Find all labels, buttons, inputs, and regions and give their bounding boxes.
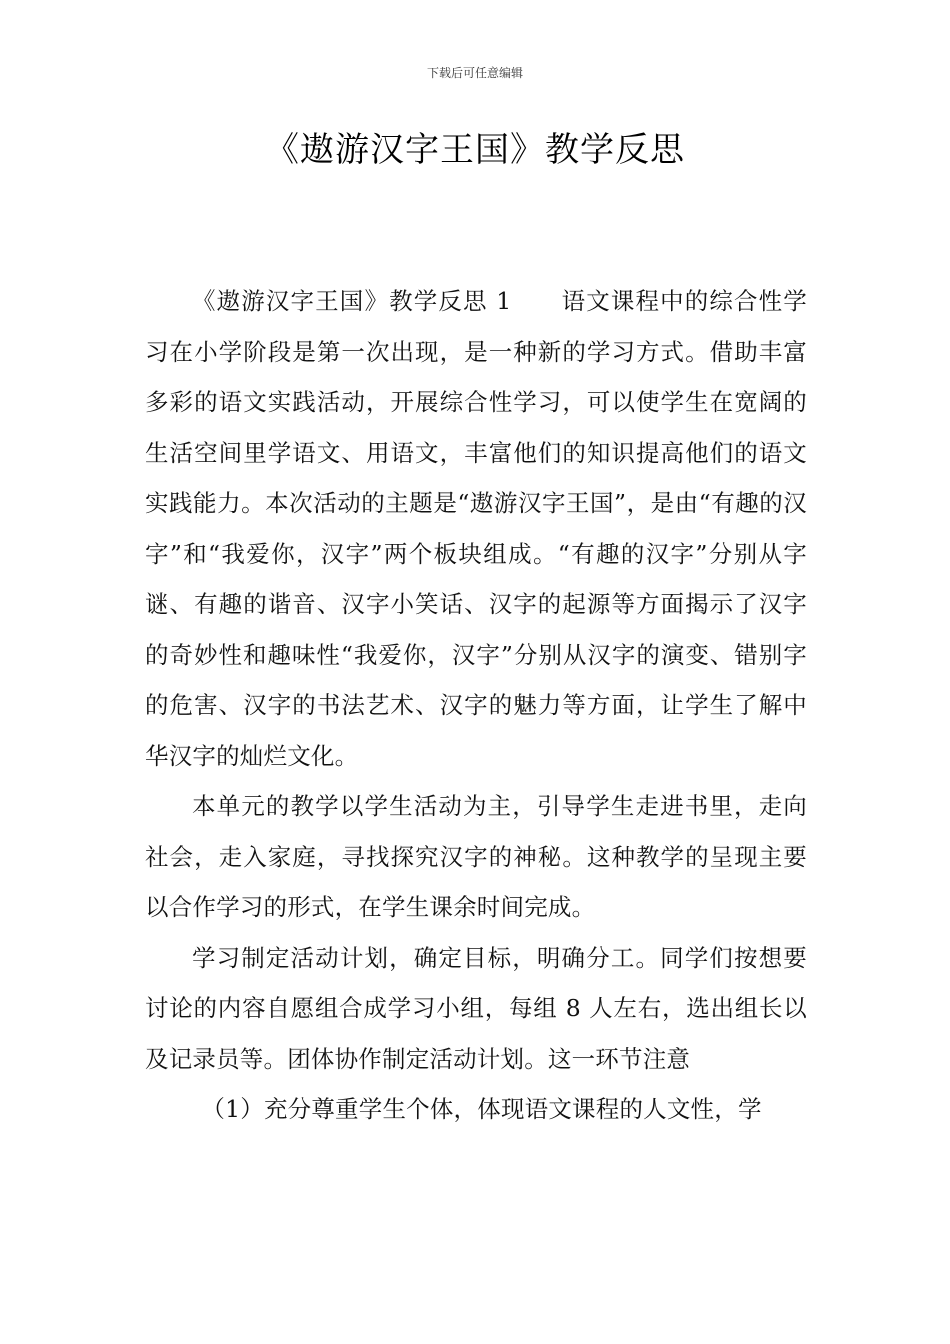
paragraph-3: 学习制定活动计划，确定目标，明确分工。同学们按想要讨论的内容自愿组合成学习小组，每组 8 人左右，选出组长以及记录员等。团体协作制定活动计划。这一环节注意 xyxy=(145,943,807,1073)
header-note: 下载后可任意编辑 xyxy=(426,66,523,80)
paragraph-4: （1）充分尊重学生个体，体现语文课程的人文性，学 xyxy=(201,1095,762,1123)
paragraph-2: 本单元的教学以学生活动为主，引导学生走进书里，走向社会，走入家庭，寻找探究汉字的神秘。这种教学的呈现主要以合作学习的形式，在学生课余时间完成。 xyxy=(145,792,807,921)
paragraph-1: 《遨游汉字王国》教学反思 1 语文课程中的综合性学习在小学阶段是第一次出现，是一种新的学习方式。借助丰富多彩的语文实践活动，开展综合性学习，可以使学生在宽阔的生活空间里学语文、用语文，丰富他们的知识提高他们的语文实践能力。本次活动的主题是“遨游汉字王国”，是由“有趣的汉字”和“我爱你，汉字”两个板块组成。“有趣的汉字”分别从字谜、有趣的谐音、汉字小笑话、汉字的起源等方面揭示了汉字的奇妙性和趣味性“我爱你，汉字”分别从汉字的演变、错别字的危害、汉字的书法艺术、汉字的魅力等方面，让学生了解中华汉字的灿烂文化。 xyxy=(145,287,807,770)
body-text xyxy=(145,276,807,1135)
page-title: 《遨游汉字王国》教学反思 xyxy=(265,130,685,170)
